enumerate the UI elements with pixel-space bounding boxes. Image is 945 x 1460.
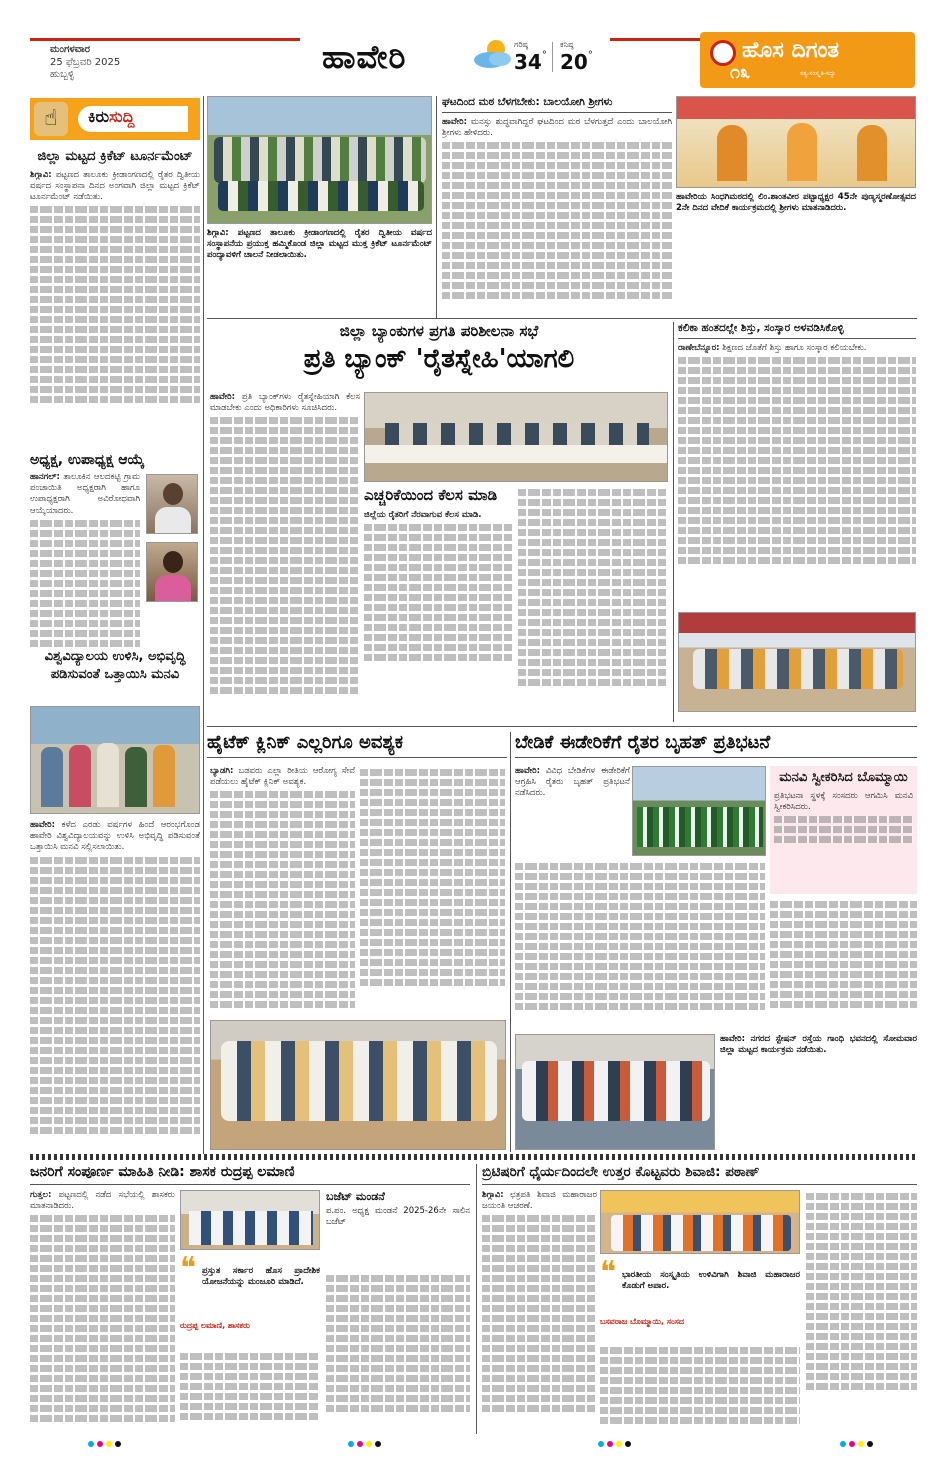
cricket-story <box>30 148 200 448</box>
matha-headline: ಘಟದಿಂದ ಮಠ ಬೆಳಗಬೇಕು: ಬಾಲಯೋಗಿ ಶ್ರೀಗಳು <box>442 96 672 113</box>
weather-icon <box>470 34 514 74</box>
kirusuddi-banner <box>30 98 200 140</box>
bank-body: ಪ್ರತಿ ಬ್ಯಾಂಕ್‌ಗಳು ರೈತಸ್ನೇಹಿಯಾಗಿ ಕೆಲಸ ಮಾಡಬೇಕು ಎಂದು ಅಧಿಕಾರಿಗಳು ಸೂಚಿಸಿದರು. <box>210 392 360 414</box>
adhyaksha-place: ಹಾನಗಲ್: <box>30 472 60 482</box>
day: ಮಂಗಳವಾರ <box>50 44 91 55</box>
shivaji-quote: ಭಾರತೀಯ ಸಂಸ್ಕೃತಿಯ ಉಳಿವಿಗಾಗಿ ಶಿವಾಜಿ ಮಹಾರಾಜರ ಕೊಡುಗೆ ಅಪಾರ. <box>622 1270 800 1292</box>
protest-body: ವಿವಿಧ ಬೇಡಿಕೆಗಳ ಈಡೇರಿಕೆಗೆ ಆಗ್ರಹಿಸಿ ರೈತರು ಬೃಹತ್ ಪ್ರತಿಭಟನೆ ನಡೆಸಿದರು. <box>515 766 630 799</box>
bank-kicker: ಜಿಲ್ಲಾ ಬ್ಯಾಂಕುಗಳ ಪ್ರಗತಿ ಪರಿಶೀಲನಾ ಸಭೆ <box>339 322 539 340</box>
protest-meeting-photo <box>515 1034 715 1150</box>
bank-place: ಹಾವೇರಿ: <box>210 392 236 402</box>
hitech-body: ಬಡವರು ಎಲ್ಲಾ ರೀತಿಯ ಆರೋಗ್ಯ ಸೇವೆ ಪಡೆಯಲು ಹೈಟೆಕ್ ಕ್ಲಿನಿಕ್ ಅವಶ್ಯಕ. <box>210 766 355 788</box>
vishwa-photo <box>30 706 200 814</box>
edition: ಹುಬ್ಬಳ್ಳಿ <box>50 69 75 80</box>
kalika-headline: ಕಲಿಕಾ ಹಂತದಲ್ಲೇ ಶಿಸ್ತು, ಸಂಸ್ಕಾರ ಅಳವಡಿಸಿಕೊಳ್ಳಿ <box>678 322 916 339</box>
cricket-headline: ಜಿಲ್ಲಾ ಮಟ್ಟದ ಕ್ರಿಕೆಟ್ ಟೂರ್ನಮೆಂಟ್ <box>37 149 193 164</box>
vishwa-headline: ವಿಶ್ವವಿದ್ಯಾಲಯ ಉಳಿಸಿ, ಅಭಿವೃದ್ಧಿ ಪಡಿಸುವಂತೆ ಒತ್ತಾಯಿಸಿ ಮನವಿ <box>44 649 186 682</box>
shivaji-quote-icon: ❝ <box>600 1255 617 1290</box>
mahiti-headline: ಜನರಿಗೆ ಸಂಪೂರ್ಣ ಮಾಹಿತಿ ನೀಡಿ: ಶಾಸಕ ರುದ್ರಪ್ಪ ಲಮಾಣಿ <box>30 1164 470 1185</box>
page-title: ಹಾವೇರಿ <box>322 38 407 76</box>
vishwa-place: ಹಾವೇರಿ: <box>30 820 56 830</box>
adhyaksha-body: ತಾಲೂಕಿನ ಆಲದಕಟ್ಟಿ ಗ್ರಾಮ ಪಂಚಾಯಿತಿ ಅಧ್ಯಕ್ಷರಾಗಿ ಹಾಗೂ ಉಪಾಧ್ಯಕ್ಷರಾಗಿ ಅವಿರೋಧವಾಗಿ ಆಯ್ಕೆಯಾದರು. <box>30 472 140 516</box>
budget-headline: ಬಜೆಟ್ ಮಂಡನೆ <box>326 1190 385 1203</box>
date: 25 ಫೆಬ್ರವರಿ 2025 <box>50 56 121 68</box>
kalika-story <box>678 322 916 722</box>
protest-box <box>770 766 917 894</box>
quote-icon: ❝ <box>180 1251 197 1286</box>
mahiti-body: ಪಟ್ಟಣದಲ್ಲಿ ನಡೆದ ಸಭೆಯಲ್ಲಿ ಶಾಸಕರು ಮಾತನಾಡಿದರು. <box>30 1190 175 1212</box>
budget-box <box>326 1190 470 1270</box>
pointing-hand-icon: ☝ <box>34 102 68 136</box>
hitech-headline: ಹೈಟೆಕ್ ಕ್ಲಿನಿಕ್ ಎಲ್ಲರಿಗೂ ಅವಶ್ಯಕ <box>207 732 507 758</box>
shivaji-place: ಶಿಗ್ಗಾವಿ: <box>482 1190 504 1200</box>
matha-photo <box>676 96 916 188</box>
president-photo <box>146 474 198 534</box>
shivaji-photo <box>600 1190 800 1254</box>
folio-bar <box>30 38 300 41</box>
kalika-photo <box>678 612 916 712</box>
shivaji-quote-by: ಬಸವರಾಜ ಬೊಮ್ಮಾಯಿ, ಸಂಸದ <box>600 1317 685 1326</box>
kalika-body: ಶಿಕ್ಷಣದ ಜೊತೆಗೆ ಶಿಸ್ತು ಹಾಗೂ ಸಂಸ್ಕಾರ ಕಲಿಯಬೇಕು. <box>722 343 867 353</box>
max-temp: ಗರಿಷ್ಠ 34° <box>514 40 564 74</box>
mahiti-photo <box>180 1190 320 1250</box>
hitech-photo <box>210 1020 506 1150</box>
kirusuddi-b: ಸುದ್ದಿ <box>109 107 135 126</box>
protest-photo <box>632 766 766 856</box>
vice-president-photo <box>146 542 198 602</box>
mahiti-quote-box <box>180 1251 320 1344</box>
adhyaksha-headline: ಅಧ್ಯಕ್ಷ, ಉಪಾಧ್ಯಕ್ಷ ಆಯ್ಕೆ <box>30 452 145 468</box>
shivaji-headline: ಬ್ರಿಟಿಷರಿಗೆ ಧೈರ್ಯದಿಂದಲೇ ಉತ್ತರ ಕೊಟ್ಟವರು ಶಿವಾಜಿ: ಪಠಾಣ್ <box>482 1164 917 1185</box>
hitech-place: ಬ್ಯಾಡಗಿ: <box>210 766 234 776</box>
cricket-team-photo <box>207 96 432 224</box>
min-temp: ಕನಿಷ್ಠ 20° <box>560 40 610 74</box>
kirusuddi-a: ಕಿರು <box>88 107 110 126</box>
brand-name: ಹೊಸ ದಿಗಂತ <box>742 38 840 63</box>
bank-box <box>364 486 514 718</box>
matha-body: ಮನಸ್ಸು ಶುದ್ಧವಾಗಿದ್ದರೆ ಘಟದಿಂದ ಮಠ ಬೆಳಗುತ್ತದೆ ಎಂದು ಬಾಲಯೋಗಿ ಶ್ರೀಗಳು ಹೇಳಿದರು. <box>442 117 672 139</box>
protest-box-headline: ಮನವಿ ಸ್ವೀಕರಿಸಿದ ಬೊಮ್ಮಾಯಿ <box>779 770 908 785</box>
vishwa-body: ಕಳೆದ ಎರಡು ವರ್ಷಗಳ ಹಿಂದೆ ಆರಂಭಗೊಂಡ ಹಾವೇರಿ ವಿಶ್ವವಿದ್ಯಾಲಯವನ್ನು ಉಳಿಸಿ ಅಭಿವೃದ್ಧಿ ಪಡಿಸುವಂತೆ ಒತ್ತಾಯಿಸಿ ಮನವಿ ಸಲ್ಲಿಸಲಾಯಿತು. <box>30 820 200 853</box>
cricket-photo-caption: ಶಿಗ್ಗಾವಿ: ಪಟ್ಟಣದ ತಾಲೂಕು ಕ್ರೀಡಾಂಗಣದಲ್ಲಿ ರೈತರ ದ್ವಿತೀಯ ವರ್ಷದ ಸಂಸ್ಥಾಪನೆಯ ಪ್ರಯುಕ್ತ ಹಮ್ಮಿಕೊಂಡ ಜಿಲ್ಲಾ ಮಟ್ಟದ ಮುಕ್ತ ಕ್ರಿಕೆಟ್ ಟೂರ್ನಮೆಂಟ್ ಪಂದ್ಯಾವಳಿಗೆ ಚಾಲನೆ ನೀಡಲಾಯಿತು. <box>207 228 432 261</box>
adhyaksha-story <box>30 452 200 642</box>
shivaji-body: ಛತ್ರಪತಿ ಶಿವಾಜಿ ಮಹಾರಾಜರ ಜಯಂತಿ ಆಚರಣೆ. <box>482 1190 597 1212</box>
bank-meeting-photo <box>364 392 668 482</box>
registration-marks <box>88 1441 121 1447</box>
matha-photo-caption: ಹಾವೇರಿಯ ಸಿಂಧಗಿಮಠದಲ್ಲಿ ಲಿಂ.ಶಾಂತವೀರ ಪಟ್ಟಾಧ್ಯಕ್ಷರ 45ನೇ ಪುಣ್ಯಸ್ಮರಣೋತ್ಸವದ 2ನೇ ದಿನದ ವೇದಿಕೆ ಕಾರ್ಯಕ್ರಮದಲ್ಲಿ ಶ್ರೀಗಳು ಮಾತನಾಡಿದರು. <box>676 192 916 214</box>
cricket-place: ಶಿಗ್ಗಾವಿ: <box>30 169 52 180</box>
protest-place: ಹಾವೇರಿ: <box>515 766 541 776</box>
max-value: 34 <box>514 50 542 74</box>
matha-place: ಹಾವೇರಿ: <box>442 117 468 127</box>
bank-headline: ಪ್ರತಿ ಬ್ಯಾಂಕ್ 'ರೈತಸ್ನೇಹಿ'ಯಾಗಲಿ <box>303 344 575 374</box>
mahiti-place: ಗುತ್ತಲ: <box>30 1190 52 1200</box>
bank-box-body: ಜಿಲ್ಲೆಯ ರೈತರಿಗೆ ನೆರವಾಗುವ ಕೆಲಸ ಮಾಡಿ. <box>364 509 482 520</box>
min-label: ಕನಿಷ್ಠ <box>560 40 574 49</box>
matha-story <box>442 96 672 316</box>
vishwa-story <box>30 648 200 1148</box>
protest-photo-caption: ಹಾವೇರಿ: ನಗರದ ಸ್ಟೇಷನ್ ರಸ್ತೆಯ ಗಾಂಧಿ ಭವನದಲ್ಲಿ ಸೋಮವಾರ ಜಿಲ್ಲಾ ಮಟ್ಟದ ಕಾರ್ಯಕ್ರಮ ನಡೆಯಿತು. <box>720 1034 917 1056</box>
cricket-body: ಪಟ್ಟಣದ ತಾಲೂಕು ಕ್ರೀಡಾಂಗಣದಲ್ಲಿ ರೈತರ ದ್ವಿತೀಯ ವರ್ಷದ ಸಂಸ್ಥಾಪನಾ ದಿನದ ಅಂಗವಾಗಿ ಜಿಲ್ಲಾ ಮಟ್ಟದ ಕ್ರಿಕೆಟ್ ಟೂರ್ನಮೆಂಟ್ ನಡೆಯಿತು. <box>30 169 200 202</box>
shivaji-quote-box <box>600 1255 800 1338</box>
min-value: 20 <box>560 50 588 74</box>
dateline <box>50 44 200 82</box>
protest-box-body: ಪ್ರತಿಭಟನಾ ಸ್ಥಳಕ್ಕೆ ಸಂಸದರು ಆಗಮಿಸಿ ಮನವಿ ಸ್ವೀಕರಿಸಿದರು. <box>774 790 913 813</box>
mahiti-quote: ಪ್ರಸ್ತುತ ಸರ್ಕಾರ ಹೊಸ ಪ್ರಾದೇಶಿಕ ಯೋಜನೆಯನ್ನು ಮಂಜೂರಿ ಮಾಡಿದೆ. <box>202 1266 320 1288</box>
mahiti-quote-by: ರುದ್ರಪ್ಪ ಲಮಾಣಿ, ಶಾಸಕರು <box>180 1321 250 1330</box>
brand-tagline: ಸತ್ಯ-ಸಂಸ್ಕೃತಿ-ಸದ್ದು <box>800 70 836 77</box>
masthead <box>0 0 945 92</box>
bank-box-headline: ಎಚ್ಚರಿಕೆಯಿಂದ ಕೆಲಸ ಮಾಡಿ <box>364 486 498 504</box>
page-number: ೧೩ <box>730 62 751 83</box>
protest-headline: ಬೇಡಿಕೆ ಈಡೇರಿಕೆಗೆ ರೈತರ ಬೃಹತ್ ಪ್ರತಿಭಟನೆ <box>515 732 917 758</box>
budget-body: ಪ.ಪಂ. ಅಧ್ಯಕ್ಷ ಮಂಡನೆ 2025-26ನೇ ಸಾಲಿನ ಬಜೆಟ್ <box>326 1206 470 1228</box>
kalika-place: ರಾಣೇಬೆನ್ನೂರ: <box>678 343 720 353</box>
max-label: ಗರಿಷ್ಠ <box>514 40 528 49</box>
